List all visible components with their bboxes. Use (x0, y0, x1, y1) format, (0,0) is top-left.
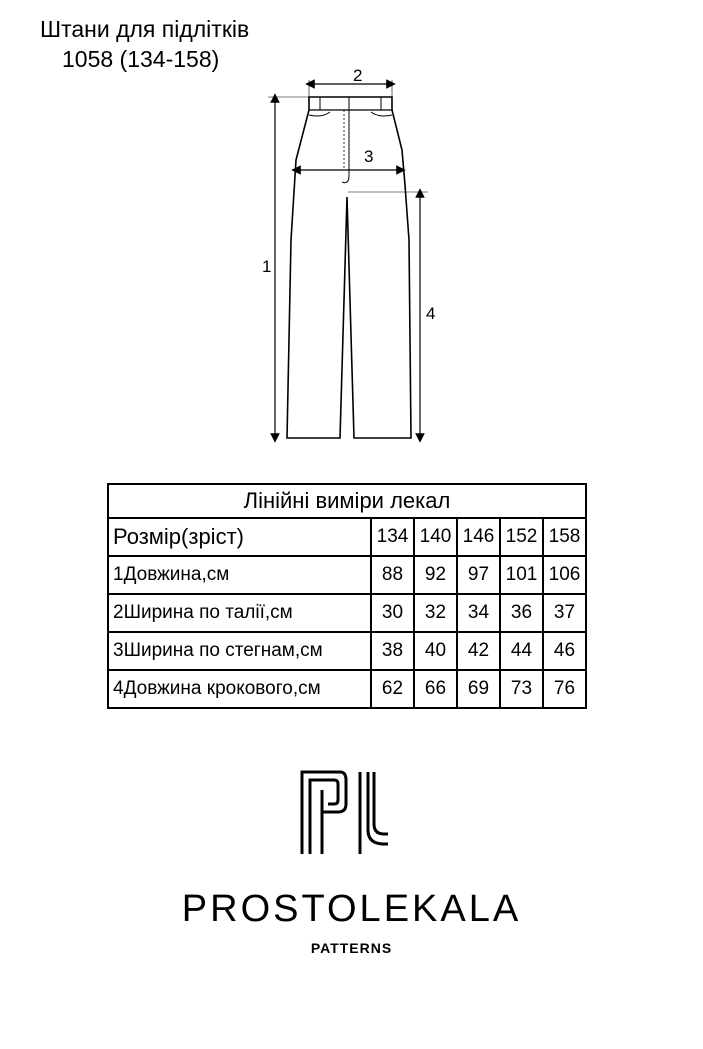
value-cell: 66 (414, 670, 457, 708)
value-cell: 46 (543, 632, 586, 670)
size-cell: 158 (543, 518, 586, 556)
sizes-row (108, 518, 586, 556)
value-cell: 101 (500, 556, 543, 594)
row-label: 1Довжина,см (108, 556, 371, 594)
brand-tagline: PATTERNS (310, 940, 393, 956)
table-row (108, 632, 586, 670)
value-cell: 36 (500, 594, 543, 632)
size-label: Розмір(зріст) (108, 518, 371, 556)
dimension-label-2: 2 (353, 66, 363, 85)
brand-name: PROSTOLEKALA (181, 888, 522, 930)
size-cell: 146 (457, 518, 500, 556)
value-cell: 62 (371, 670, 414, 708)
value-cell: 97 (457, 556, 500, 594)
size-cell: 134 (371, 518, 414, 556)
value-cell: 40 (414, 632, 457, 670)
row-label: 3Ширина по стегнам,см (108, 632, 371, 670)
value-cell: 34 (457, 594, 500, 632)
value-cell: 88 (371, 556, 414, 594)
table-row (108, 556, 586, 594)
value-cell: 106 (543, 556, 586, 594)
table-heading-row (108, 484, 586, 518)
dimension-label-1: 1 (262, 257, 272, 276)
size-cell: 140 (414, 518, 457, 556)
value-cell: 73 (500, 670, 543, 708)
value-cell: 44 (500, 632, 543, 670)
row-label: 4Довжина крокового,см (108, 670, 371, 708)
value-cell: 30 (371, 594, 414, 632)
dimension-label-3: 3 (364, 147, 374, 166)
value-cell: 92 (414, 556, 457, 594)
table-heading: Лінійні виміри лекал (108, 484, 586, 518)
value-cell: 32 (414, 594, 457, 632)
value-cell: 42 (457, 632, 500, 670)
value-cell: 37 (543, 594, 586, 632)
row-label: 2Ширина по талії,см (108, 594, 371, 632)
page-subtitle: 1058 (134-158) (62, 46, 220, 72)
value-cell: 69 (457, 670, 500, 708)
table-row (108, 594, 586, 632)
table-row (108, 670, 586, 708)
size-cell: 152 (500, 518, 543, 556)
measurements-table (107, 483, 587, 709)
page-title: Штани для підлітків (40, 16, 250, 42)
pl-monogram-logo-icon (300, 770, 390, 856)
value-cell: 76 (543, 670, 586, 708)
pants-drawing (250, 60, 450, 450)
value-cell: 38 (371, 632, 414, 670)
dimension-label-4: 4 (426, 304, 436, 323)
